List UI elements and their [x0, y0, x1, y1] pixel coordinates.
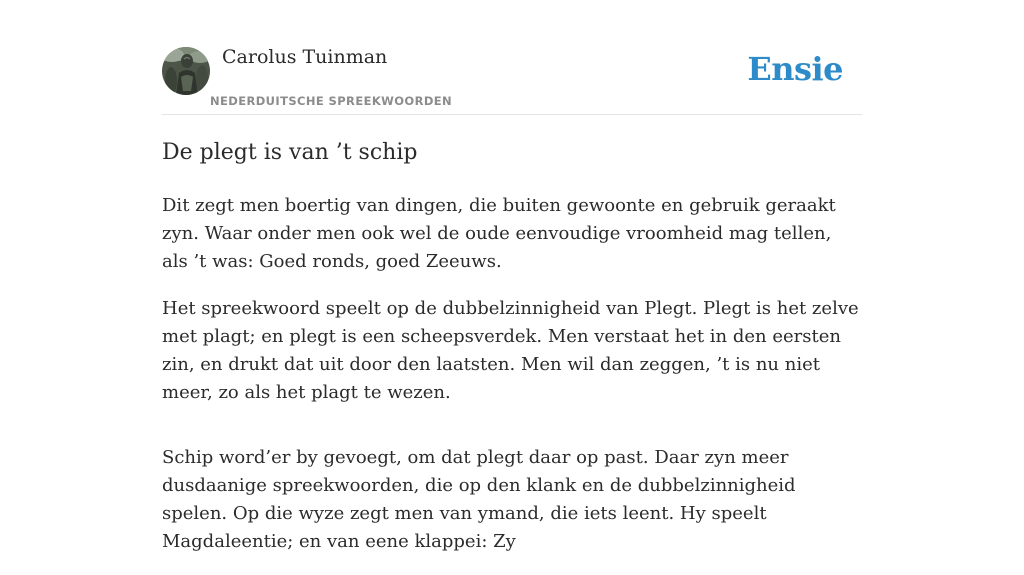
article-card — [162, 0, 862, 552]
article-header — [162, 0, 862, 115]
collection-label[interactable]: NEDERDUITSCHE SPREEKWOORDEN — [210, 94, 453, 108]
article-paragraph: Het spreekwoord speelt op de dubbelzinnigheid van Plegt. Plegt is het zelve met plagt; en plegt is een scheepsverdek. Men verstaat het in den eersten zin, en drukt dat uit door den laatsten. Men wil dan zeggen, ’t is nu niet meer, zo als het plagt te wezen. — [162, 298, 859, 403]
author-avatar[interactable] — [162, 47, 210, 95]
ensie-logo[interactable]: Ensie — [747, 50, 843, 88]
article-paragraph: Schip word’er by gevoegt, om dat plegt daar op past. Daar zyn meer dusdaanige spreekwoorden, die op den klank en de dubbelzinnigheid spelen. Op die wyze zegt men van ymand, die iets leent. Hy speelt Magdaleentie; en van eene klappei: Zy — [162, 447, 796, 552]
article-paragraph: Dit zegt men boertig van dingen, die buiten gewoonte en gebruik geraakt zyn. Waar onder men ook wel de oude eenvoudige vroomheid mag tellen, als ’t was: Goed ronds, goed Zeeuws. — [162, 195, 836, 272]
statue-icon — [162, 47, 210, 95]
author-name[interactable]: Carolus Tuinman — [222, 46, 388, 68]
article-body — [162, 192, 862, 575]
page-title: De plegt is van ’t schip — [162, 140, 418, 165]
